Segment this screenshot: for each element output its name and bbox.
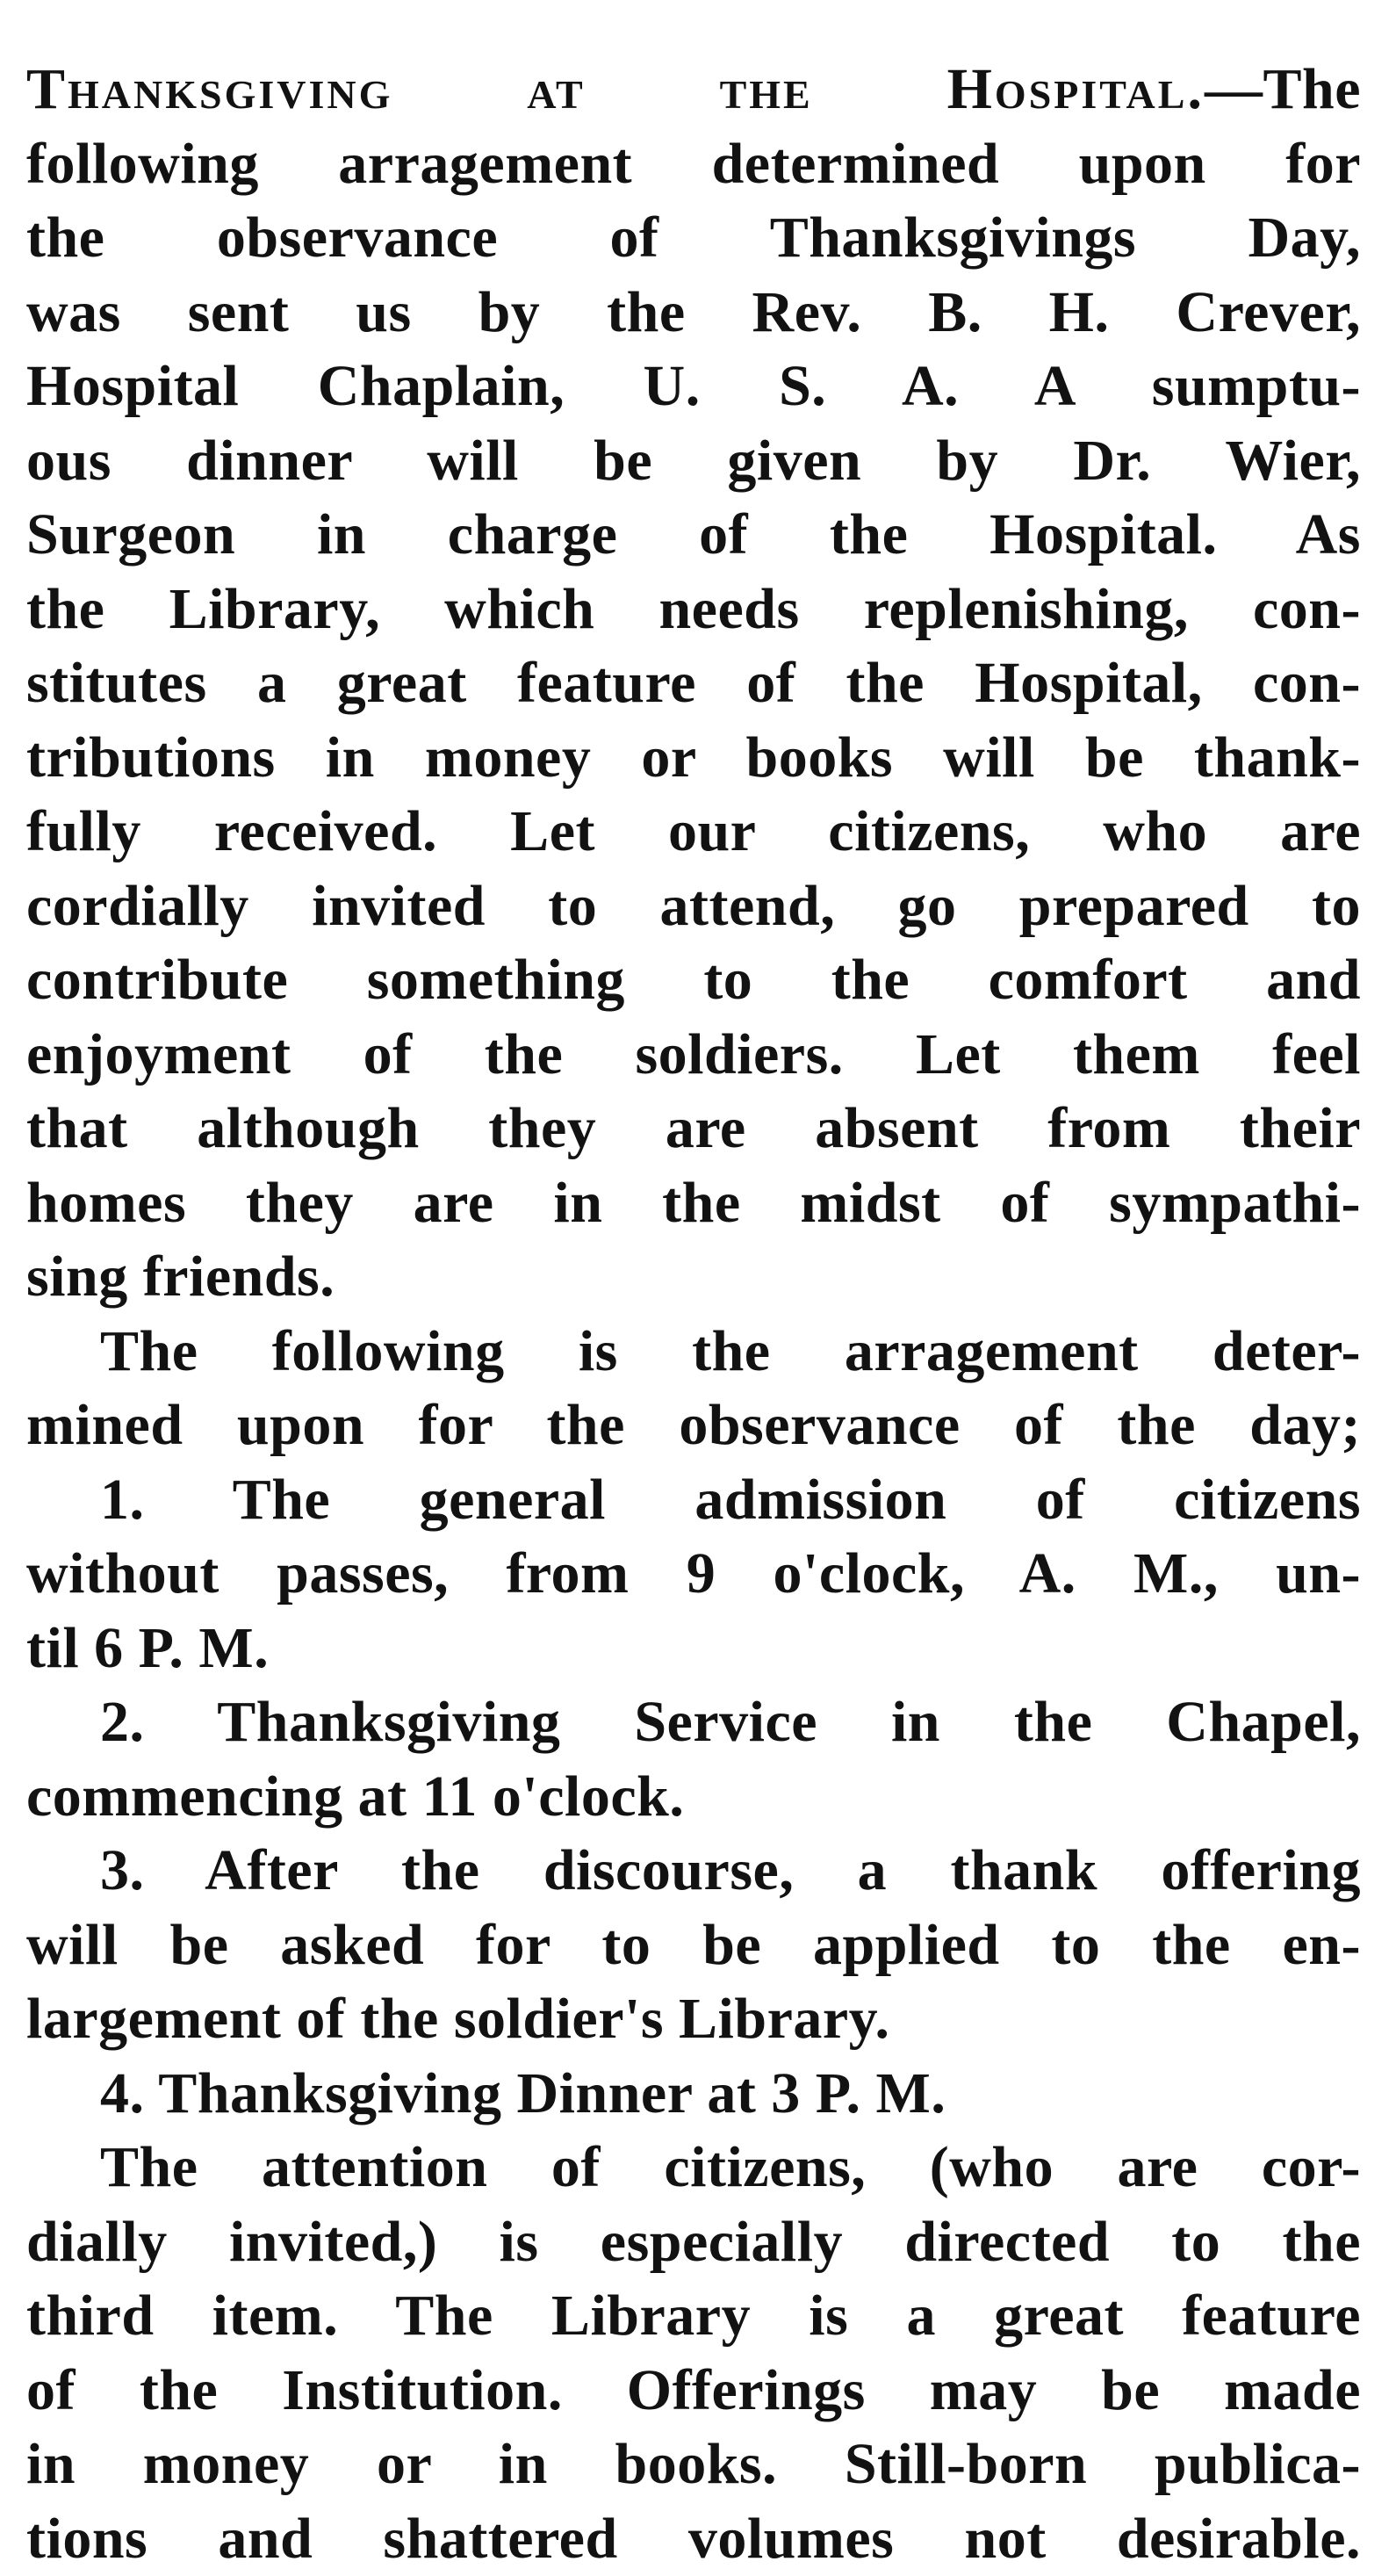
article-line-20: 1. The general admission of citizens — [26, 1463, 1361, 1538]
article-line-15: that although they are absent from their — [26, 1092, 1361, 1166]
article-line-10: tributions in money or books will be thank- — [26, 721, 1361, 796]
article-line-8: the Library, which needs replenishing, con- — [26, 573, 1361, 647]
article-line-24: commencing at 11 o'clock. — [26, 1760, 1361, 1835]
article-line-28: 4. Thanksgiving Dinner at 3 P. M. — [26, 2057, 1361, 2132]
article-line-30: dially invited,) is especially directed to the — [26, 2205, 1361, 2280]
article-line-26: will be asked for to be applied to the en- — [26, 1909, 1361, 1983]
article — [26, 53, 1361, 2576]
headline-dash: —The — [1205, 57, 1361, 121]
article-line-34: tions and shattered volumes not desirable. — [26, 2502, 1361, 2576]
article-line-6: ous dinner will be given by Dr. Wier, — [26, 424, 1361, 499]
article-line-4: was sent us by the Rev. B. H. Crever, — [26, 276, 1361, 350]
article-line-16: homes they are in the midst of sympathi- — [26, 1166, 1361, 1241]
article-line-5: Hospital Chaplain, U. S. A. A sumptu- — [26, 350, 1361, 424]
article-line-22: til 6 P. M. — [26, 1612, 1361, 1686]
article-line-32: of the Institution. Offerings may be made — [26, 2354, 1361, 2428]
article-line-12: cordially invited to attend, go prepared to — [26, 869, 1361, 944]
article-line-3: the observance of Thanksgivings Day, — [26, 201, 1361, 276]
article-line-18: The following is the arragement deter- — [26, 1315, 1361, 1389]
article-line-7: Surgeon in charge of the Hospital. As — [26, 498, 1361, 573]
article-line-21: without passes, from 9 o'clock, A. M., un- — [26, 1537, 1361, 1612]
article-line-23: 2. Thanksgiving Service in the Chapel, — [26, 1685, 1361, 1760]
article-line-25: 3. After the discourse, a thank offering — [26, 1834, 1361, 1909]
article-line-11: fully received. Let our citizens, who are — [26, 795, 1361, 869]
article-line-29: The attention of citizens, (who are cor- — [26, 2131, 1361, 2205]
article-line-2: following arragement determined upon for — [26, 127, 1361, 202]
article-line-19: mined upon for the observance of the day; — [26, 1389, 1361, 1463]
article-line-33: in money or in books. Still-born publica- — [26, 2428, 1361, 2502]
article-headline: Thanksgiving at the Hospital. — [26, 57, 1205, 121]
article-line-31: third item. The Library is a great feature — [26, 2279, 1361, 2354]
article-line-1 — [26, 53, 1361, 127]
article-line-17: sing friends. — [26, 1240, 1361, 1315]
article-line-27: largement of the soldier's Library. — [26, 1982, 1361, 2057]
article-line-13: contribute something to the comfort and — [26, 943, 1361, 1018]
article-line-9: stitutes a great feature of the Hospital, con- — [26, 646, 1361, 721]
article-line-14: enjoyment of the soldiers. Let them feel — [26, 1018, 1361, 1093]
